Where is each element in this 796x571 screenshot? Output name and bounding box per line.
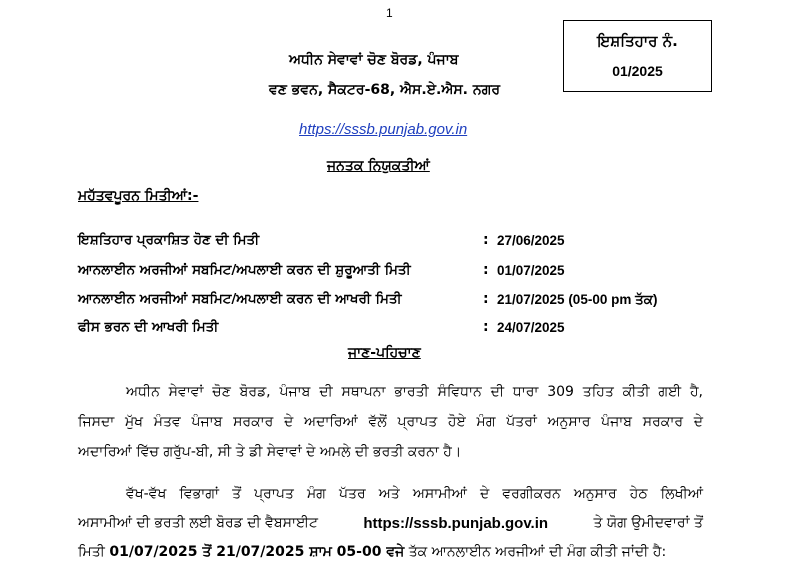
paragraph-line — [78, 515, 703, 532]
paragraph-line: ਵੱਖ-ਵੱਖ ਵਿਭਾਗਾਂ ਤੋਂ ਪ੍ਰਾਪਤ ਮੰਗ ਪੱਤਰ ਅਤੇ ਅਸਾਮੀਆਂ ਦੇ ਵਰਗੀਕਰਨ ਅਨੁਸਾਰ ਹੇਠ ਲਿਖੀਆਂ — [126, 486, 703, 502]
date-row-label: ਆਨਲਾਈਨ ਅਰਜੀਆਂ ਸਬਮਿਟ/ਅਪਲਾਈ ਕਰਨ ਦੀ ਸ਼ੁਰੂਆਤੀ ਮਿਤੀ — [78, 262, 411, 278]
date-row-colon: : — [483, 319, 489, 335]
advertisement-label: ਇਸ਼ਤਿਹਾਰ ਨੰ. — [597, 32, 678, 50]
date-row-label: ਇਸ਼ਤਿਹਾਰ ਪ੍ਰਕਾਸ਼ਿਤ ਹੋਣ ਦੀ ਮਿਤੀ — [78, 232, 260, 248]
advertisement-number: 01/2025 — [612, 63, 663, 79]
website-link[interactable]: https://sssb.punjab.gov.in — [299, 121, 468, 138]
paragraph-text: ਅਸਾਮੀਆਂ ਦੀ ਭਰਤੀ ਲਈ ਬੋਰਡ ਦੀ ਵੈਬਸਾਈਟ — [78, 515, 318, 531]
paragraph-text: ਮਿਤੀ — [78, 544, 105, 560]
date-row-colon: : — [483, 232, 489, 248]
paragraph-line: ਜਿਸਦਾ ਮੁੱਖ ਮੰਤਵ ਪੰਜਾਬ ਸਰਕਾਰ ਦੇ ਅਦਾਰਿਆਂ ਵੱਲੋਂ ਪ੍ਰਾਪਤ ਹੋਏ ਮੰਗ ਪੱਤਰਾਂ ਅਨੁਸਾਰ ਪੰਜਾਬ ਸਰਕਾਰ ਦੇ — [78, 414, 703, 430]
date-row-colon: : — [483, 262, 489, 278]
date-row-label: ਆਨਲਾਈਨ ਅਰਜੀਆਂ ਸਬਮਿਟ/ਅਪਲਾਈ ਕਰਨ ਦੀ ਆਖਰੀ ਮਿਤੀ — [78, 291, 402, 307]
organization-address: ਵਣ ਭਵਨ, ਸੈਕਟਰ-68, ਐਸ.ਏ.ਐਸ. ਨਗਰ — [269, 82, 501, 98]
date-row-label: ਫੀਸ ਭਰਨ ਦੀ ਆਖਰੀ ਮਿਤੀ — [78, 319, 219, 335]
paragraph-text: ਤੇ ਯੋਗ ਉਮੀਦਵਾਰਾਂ ਤੋਂ — [593, 515, 703, 531]
introduction-heading: ਜਾਣ-ਪਹਿਚਾਣ — [348, 345, 421, 361]
paragraph-line: ਅਦਾਰਿਆਂ ਵਿੱਚ ਗਰੁੱਪ-ਬੀ, ਸੀ ਤੇ ਡੀ ਸੇਵਾਵਾਂ ਦੇ ਅਮਲੇ ਦੀ ਭਰਤੀ ਕਰਨਾ ਹੈ। — [78, 444, 462, 460]
website-link-inline[interactable]: https://sssb.punjab.gov.in — [363, 515, 549, 532]
advertisement-number-box — [563, 20, 712, 92]
date-row-value: 24/07/2025 — [497, 320, 565, 335]
paragraph-line — [78, 544, 666, 560]
paragraph-text: ਤੱਕ ਆਨਲਾਈਨ ਅਰਜੀਆਂ ਦੀ ਮੰਗ ਕੀਤੀ ਜਾਂਦੀ ਹੈ: — [408, 544, 667, 560]
date-row-colon: : — [483, 291, 489, 307]
date-row-value: 27/06/2025 — [497, 233, 565, 248]
section-title: ਜਨਤਕ ਨਿਯੁਕਤੀਆਂ — [327, 158, 430, 174]
organization-name: ਅਧੀਨ ਸੇਵਾਵਾਂ ਚੋਣ ਬੋਰਡ, ਪੰਜਾਬ — [289, 52, 459, 68]
page-number: 1 — [386, 6, 393, 20]
important-dates-heading: ਮਹੱਤਵਪੂਰਨ ਮਿਤੀਆਂ:- — [78, 188, 199, 204]
paragraph-line: ਅਧੀਨ ਸੇਵਾਵਾਂ ਚੋਣ ਬੋਰਡ, ਪੰਜਾਬ ਦੀ ਸਥਾਪਨਾ ਭਾਰਤੀ ਸੰਵਿਧਾਨ ਦੀ ਧਾਰਾ 309 ਤਹਿਤ ਕੀਤੀ ਗਈ ਹੈ, — [126, 384, 703, 400]
application-window-dates: 01/07/2025 ਤੋਂ 21/07/2025 ਸ਼ਾਮ 05-00 ਵਜੇ — [109, 544, 405, 560]
date-row-value: 01/07/2025 — [497, 263, 565, 278]
date-row-value: 21/07/2025 (05-00 pm ਤੱਕ) — [497, 292, 658, 307]
